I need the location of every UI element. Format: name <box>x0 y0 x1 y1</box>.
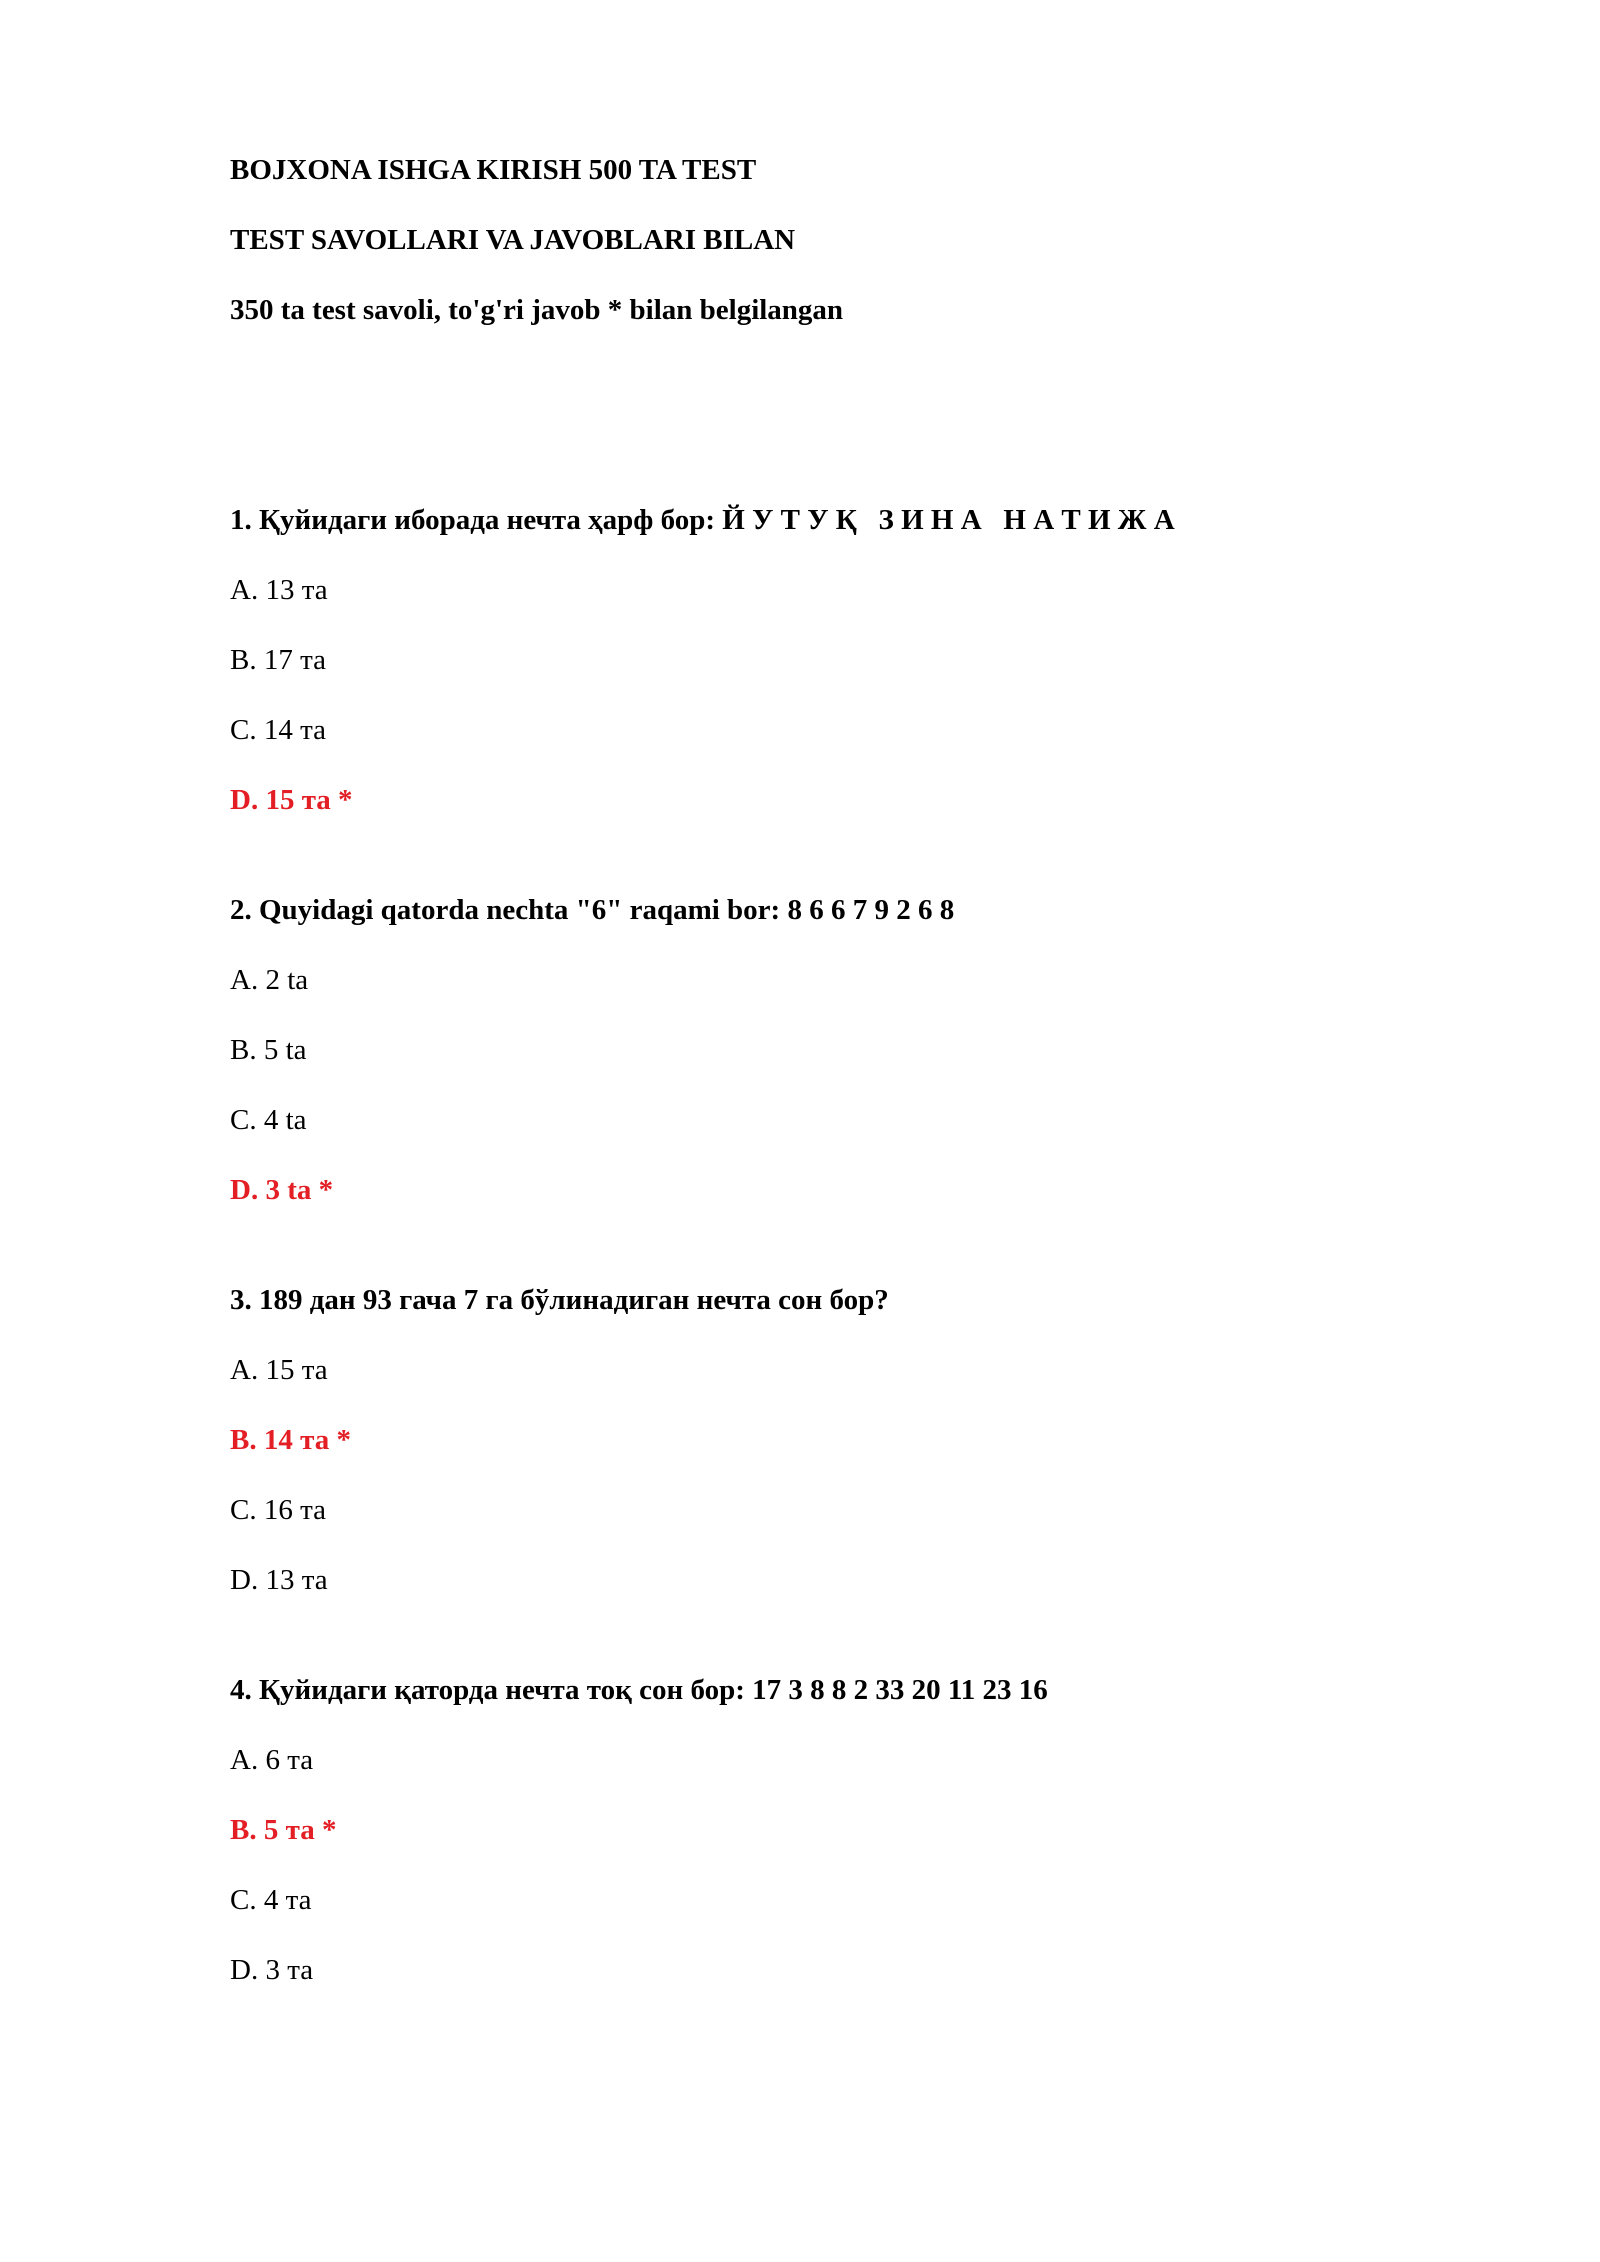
answer-option-b: B. 5 ta <box>230 1034 307 1066</box>
question-text: 1. Қуйидаги иборада нечта ҳарф бор: Й У Т У Қ З И Н А Н А Т И Ж А <box>230 504 1175 536</box>
answer-option-a: A. 2 ta <box>230 964 309 996</box>
answer-option-a: A. 6 та <box>230 1744 314 1776</box>
question-text: 2. Quyidagi qatorda nechta "6" raqami bor: 8 6 6 7 9 2 6 8 <box>230 894 955 926</box>
answer-option-c: C. 14 та <box>230 714 326 746</box>
answer-option-b: B. 17 та <box>230 644 326 676</box>
answer-option-a: A. 15 та <box>230 1354 328 1386</box>
answer-option-b: B. 14 та * <box>230 1424 351 1456</box>
document-content <box>230 150 1390 2060</box>
answer-option-c: C. 4 ta <box>230 1104 307 1136</box>
answer-option-d: D. 13 та <box>230 1564 328 1596</box>
document-subtitle: TEST SAVOLLARI VA JAVOBLARI BILAN <box>230 224 796 256</box>
question-text: 3. 189 дан 93 гача 7 га бўлинадиган нечта сон бор? <box>230 1284 889 1316</box>
document-note: 350 ta test savoli, to'g'ri javob * bilan belgilangan <box>230 294 844 326</box>
question-text: 4. Қуйидаги қаторда нечта тоқ сон бор: 17 3 8 8 2 33 20 11 23 16 <box>230 1674 1048 1706</box>
answer-option-b: B. 5 та * <box>230 1814 337 1846</box>
question-3 <box>230 1280 1390 1600</box>
question-4 <box>230 1670 1390 1990</box>
question-2 <box>230 890 1390 1210</box>
question-1 <box>230 500 1390 820</box>
answer-option-d: D. 3 та <box>230 1954 314 1986</box>
header-spacer <box>230 360 1390 500</box>
answer-option-d: D. 3 ta * <box>230 1174 334 1206</box>
answer-option-c: C. 4 та <box>230 1884 312 1916</box>
document-title: BOJXONA ISHGA KIRISH 500 TA TEST <box>230 154 757 186</box>
answer-option-a: A. 13 та <box>230 574 328 606</box>
answer-option-c: C. 16 та <box>230 1494 326 1526</box>
answer-option-d: D. 15 та * <box>230 784 353 816</box>
